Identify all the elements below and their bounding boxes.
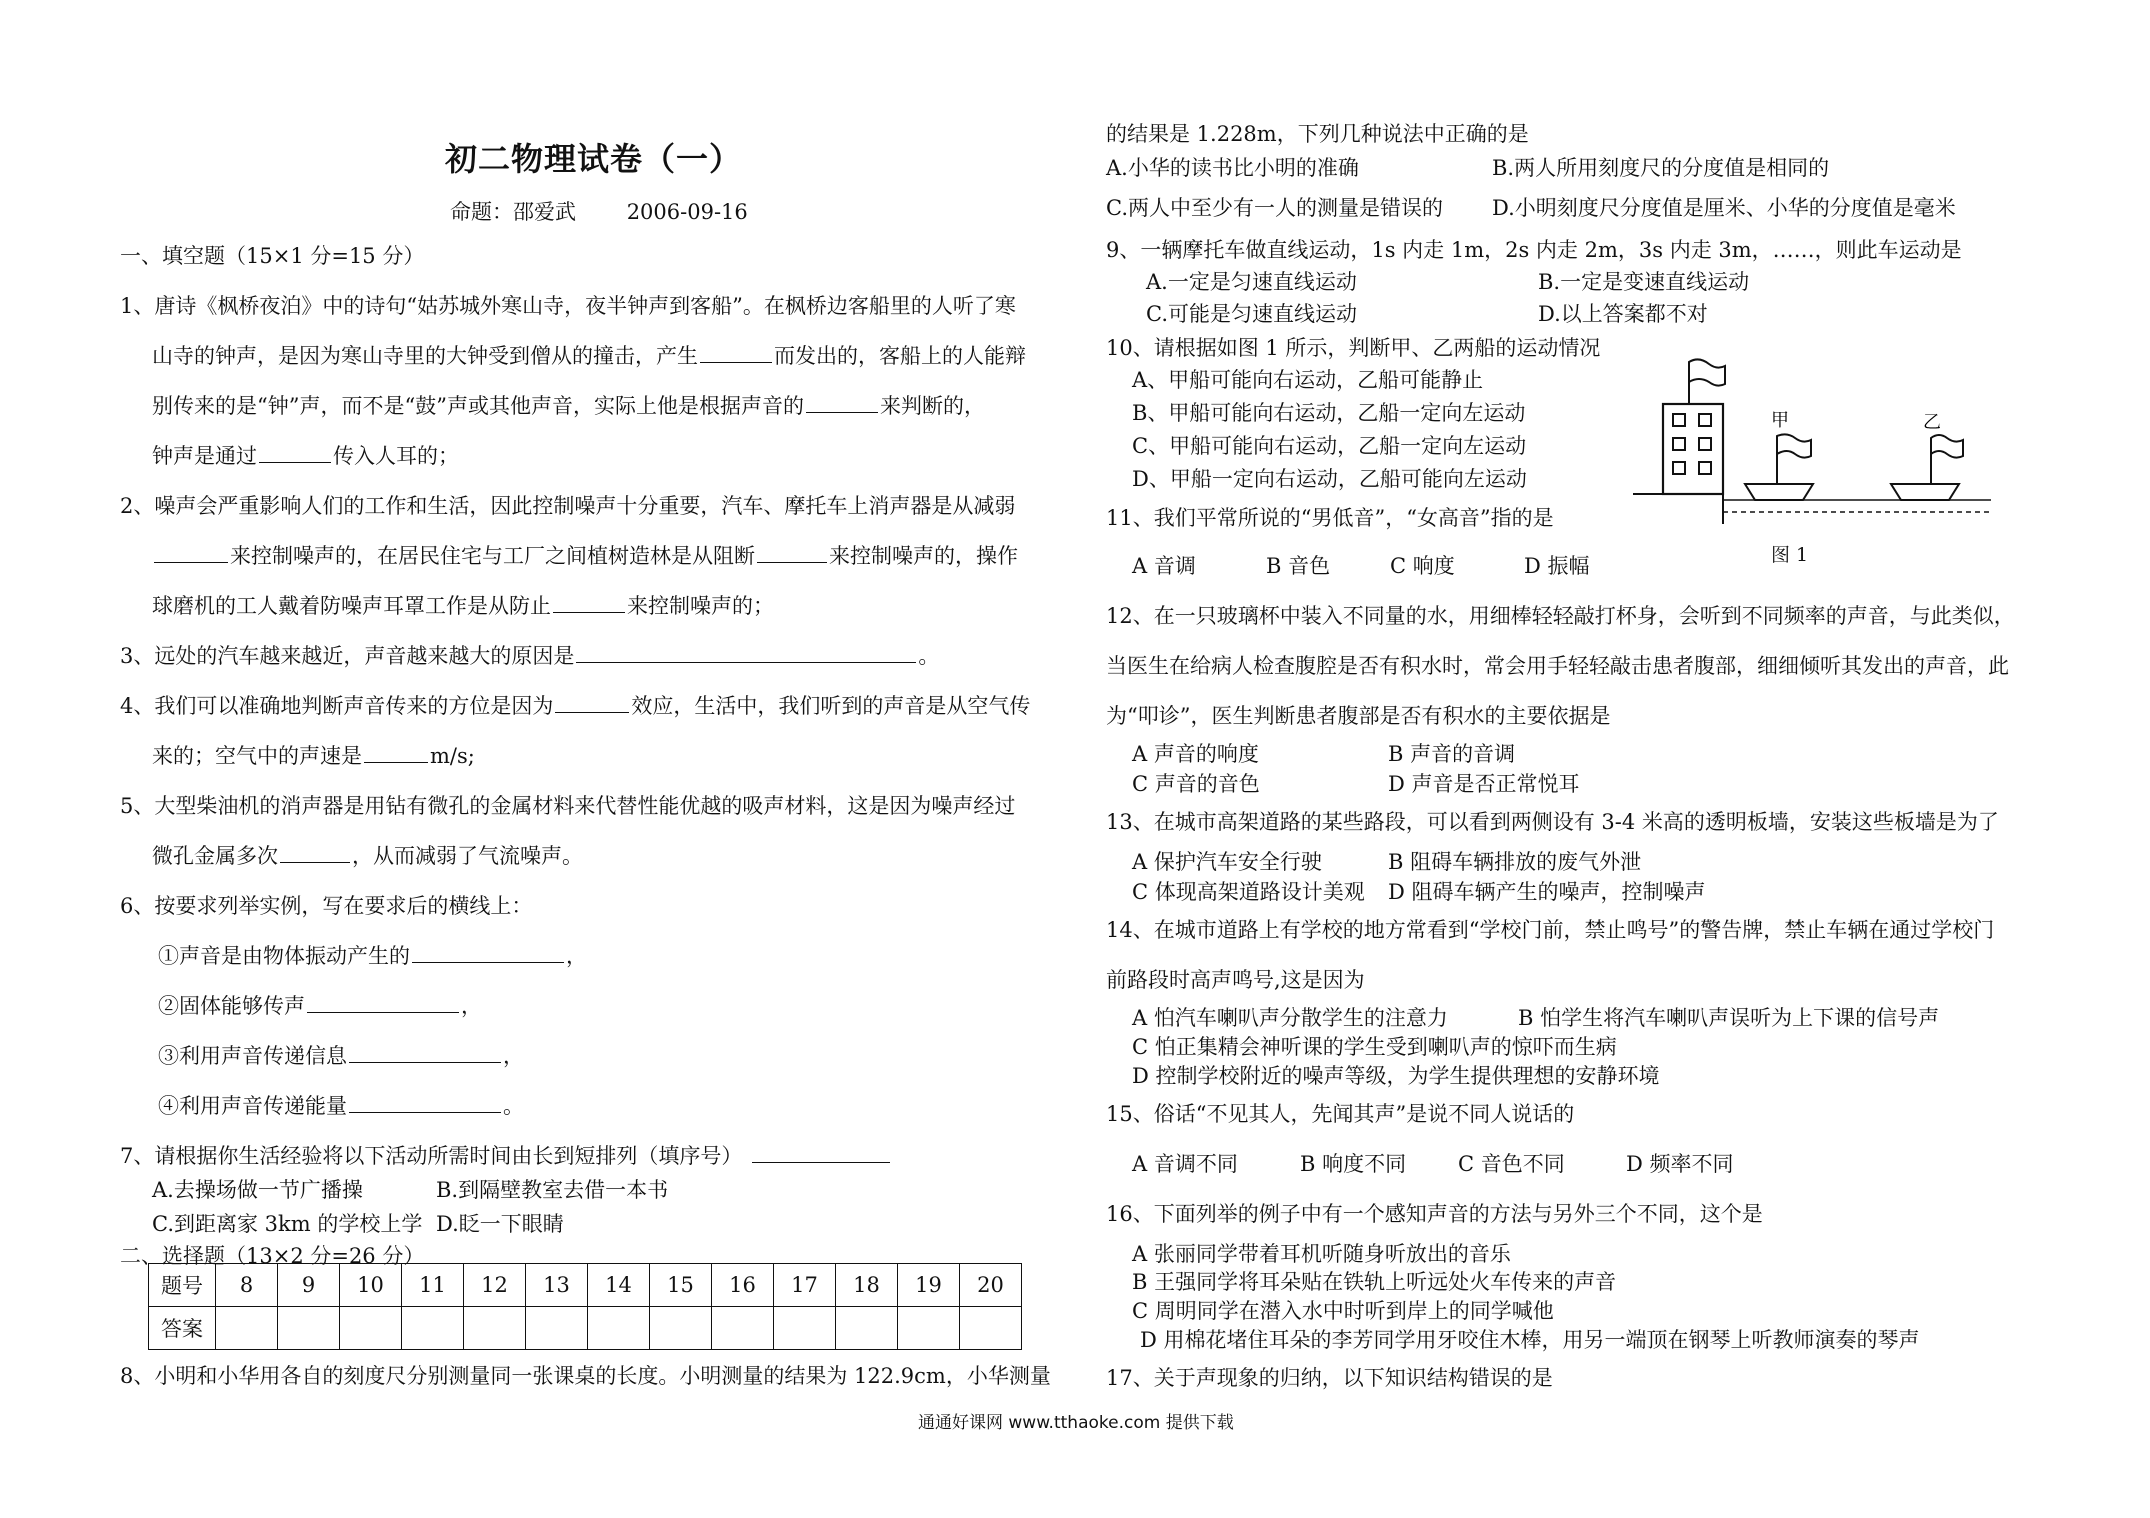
answer-cell[interactable] <box>526 1307 588 1350</box>
table-header-cell: 答案 <box>149 1307 216 1350</box>
section-heading-choice: 二、选择题（13×2 分=26 分） <box>120 1244 425 1268</box>
section-heading-fill: 一、填空题（15×1 分=15 分） <box>120 244 425 268</box>
answer-cell[interactable] <box>898 1307 960 1350</box>
answer-cell[interactable] <box>774 1307 836 1350</box>
answer-blank[interactable] <box>555 692 629 713</box>
q11: 11、我们平常所说的“男低音”，“女高音”指的是 <box>1106 506 1554 530</box>
question-number-cell: 16 <box>712 1264 774 1307</box>
table-header-cell: 题号 <box>149 1264 216 1307</box>
q12-options-row2: C 声音的音色 D 声音是否正常悦耳 <box>1132 772 1580 796</box>
answer-blank[interactable] <box>412 942 564 963</box>
question-number-cell: 13 <box>526 1264 588 1307</box>
author: 命题：邵爱武 <box>450 200 576 224</box>
q13-options-row2: C 体现高架道路设计美观 D 阻碍车辆产生的噪声，控制噪声 <box>1132 880 1706 904</box>
table-row-numbers <box>149 1264 1022 1307</box>
q16-option-b: B 王强同学将耳朵贴在铁轨上听远处火车传来的声音 <box>1132 1270 1617 1294</box>
q5-line1: 5、大型柴油机的消声器是用钻有微孔的金属材料来代替性能优越的吸声材料，这是因为噪声经过 <box>120 794 1016 818</box>
page-title: 初二物理试卷（一） <box>445 140 743 178</box>
answer-blank[interactable] <box>154 542 228 563</box>
answer-cell[interactable] <box>836 1307 898 1350</box>
question-number-cell: 20 <box>960 1264 1022 1307</box>
question-number-cell: 15 <box>650 1264 712 1307</box>
boat-yi-label: 乙 <box>1923 412 1941 433</box>
q1-line3: 别传来的是“钟”声，而不是“鼓”声或其他声音，实际上他是根据声音的 来判断的， <box>152 394 985 418</box>
q10-option-c: C、甲船可能向右运动，乙船一定向左运动 <box>1132 434 1527 458</box>
q13-options-row1: A 保护汽车安全行驶 B 阻碍车辆排放的废气外泄 <box>1132 850 1642 874</box>
q7-opts1: A.去操场做一节广播操 B.到隔壁教室去借一本书 <box>152 1178 669 1202</box>
answer-cell[interactable] <box>402 1307 464 1350</box>
q4-line1: 4、我们可以准确地判断声音传来的方位是因为 效应，生活中，我们听到的声音是从空气传 <box>120 694 1031 718</box>
question-number-cell: 19 <box>898 1264 960 1307</box>
answer-blank[interactable] <box>364 742 428 763</box>
q12-line1: 12、在一只玻璃杯中装入不同量的水，用细棒轻轻敲打杯身，会听到不同频率的声音，与此类似， <box>1106 604 2015 628</box>
answer-blank[interactable] <box>700 342 772 363</box>
q14-line1: 14、在城市道路上有学校的地方常看到“学校门前，禁止鸣号”的警告牌，禁止车辆在通过学校门 <box>1106 918 1995 942</box>
boat-yi <box>1891 484 1959 500</box>
shore <box>1633 494 1723 524</box>
q2-line3: 球磨机的工人戴着防噪声耳罩工作是从防止 来控制噪声的； <box>152 594 774 618</box>
footer-credit: 通通好课网 www.tthaoke.com 提供下载 <box>918 1413 1234 1433</box>
q6-item3: ③利用声音传递信息 ， <box>158 1044 524 1068</box>
answer-cell[interactable] <box>464 1307 526 1350</box>
boat-jia-label: 甲 <box>1771 410 1789 431</box>
answer-blank[interactable] <box>752 1142 890 1163</box>
answer-cell[interactable] <box>960 1307 1022 1350</box>
building-flag <box>1689 359 1725 385</box>
q1-line1: 1、唐诗《枫桥夜泊》中的诗句“姑苏城外寒山寺，夜半钟声到客船”。在枫桥边客船里的人听了寒 <box>120 294 1016 318</box>
q6-item4: ④利用声音传递能量 。 <box>158 1094 524 1118</box>
question-number-cell: 10 <box>340 1264 402 1307</box>
q14-option-d: D 控制学校附近的噪声等级，为学生提供理想的安静环境 <box>1132 1064 1660 1088</box>
q15: 15、俗话“不见其人，先闻其声”是说不同人说话的 <box>1106 1102 1575 1126</box>
q9-options-row2: C.可能是匀速直线运动 D.以上答案都不对 <box>1146 302 1708 326</box>
answer-blank[interactable] <box>307 992 459 1013</box>
q12-line2: 当医生在给病人检查腹腔是否有积水时，常会用手轻轻敲击患者腹部，细细倾听其发出的声音，此 <box>1106 654 2009 678</box>
q10-option-d: D、甲船一定向右运动，乙船可能向左运动 <box>1132 467 1527 491</box>
question-number-cell: 18 <box>836 1264 898 1307</box>
boat-jia <box>1745 484 1813 500</box>
answer-blank[interactable] <box>259 442 331 463</box>
q12-options-row1: A 声音的响度 B 声音的音调 <box>1132 742 1516 766</box>
q2-line1: 2、噪声会严重影响人们的工作和生活，因此控制噪声十分重要，汽车、摩托车上消声器是从减弱 <box>120 494 1016 518</box>
answer-blank[interactable] <box>806 392 878 413</box>
answer-cell[interactable] <box>712 1307 774 1350</box>
answer-blank[interactable] <box>280 842 350 863</box>
answer-blank[interactable] <box>757 542 827 563</box>
boat-yi-flag <box>1931 435 1963 458</box>
q1-line4: 钟声是通过 传入人耳的； <box>152 444 459 468</box>
question-number-cell: 17 <box>774 1264 836 1307</box>
answer-blank[interactable] <box>349 1042 501 1063</box>
figure-1-diagram <box>1633 352 1993 532</box>
boat-jia-flag <box>1777 434 1811 457</box>
question-number-cell: 14 <box>588 1264 650 1307</box>
q8-options-row1: A.小华的读书比小明的准确 B.两人所用刻度尺的分度值是相同的 <box>1106 156 1830 180</box>
answer-cell[interactable] <box>340 1307 402 1350</box>
subtitle <box>450 196 792 226</box>
q16-option-c: C 周明同学在潜入水中时听到岸上的同学喊他 <box>1132 1299 1554 1323</box>
question-number-cell: 12 <box>464 1264 526 1307</box>
answer-cell[interactable] <box>216 1307 278 1350</box>
figure-caption: 图 1 <box>1771 544 1809 566</box>
q10: 10、请根据如图 1 所示，判断甲、乙两船的运动情况 <box>1106 336 1601 360</box>
q8-options-row2: C.两人中至少有一人的测量是错误的 D.小明刻度尺分度值是厘米、小华的分度值是毫米 <box>1106 196 1956 220</box>
q16-option-a: A 张丽同学带着耳机听随身听放出的音乐 <box>1132 1242 1511 1266</box>
q16: 16、下面列举的例子中有一个感知声音的方法与另外三个不同，这个是 <box>1106 1202 1763 1226</box>
q14-options-row1: A 怕汽车喇叭声分散学生的注意力 B 怕学生将汽车喇叭声误听为上下课的信号声 <box>1132 1006 1940 1030</box>
q12-line3: 为“叩诊”，医生判断患者腹部是否有积水的主要依据是 <box>1106 704 1611 728</box>
q14-line2: 前路段时高声鸣号,这是因为 <box>1106 968 1365 992</box>
table-row-answers <box>149 1307 1022 1350</box>
q2-line2: 来控制噪声的，在居民住宅与工厂之间植树造林是从阻断 来控制噪声的，操作 <box>152 542 1018 570</box>
question-number-cell: 9 <box>278 1264 340 1307</box>
q8-line2: 的结果是 1.228m，下列几种说法中正确的是 <box>1106 122 1529 146</box>
q9: 9、一辆摩托车做直线运动，1s 内走 1m，2s 内走 2m，3s 内走 3m，……，则此车运动是 <box>1106 238 1962 262</box>
q14-option-c: C 怕正集精会神听课的学生受到喇叭声的惊吓而生病 <box>1132 1035 1617 1059</box>
q6-item1: ①声音是由物体振动产生的 ， <box>158 944 587 968</box>
q3: 3、远处的汽车越来越近，声音越来越大的原因是 。 <box>120 644 940 668</box>
question-number-cell: 11 <box>402 1264 464 1307</box>
q7-line1: 7、请根据你生活经验将以下活动所需时间由长到短排列（填序号） <box>120 1142 892 1170</box>
q17: 17、关于声现象的归纳，以下知识结构错误的是 <box>1106 1366 1553 1390</box>
q6-item2: ②固体能够传声 ， <box>158 994 482 1018</box>
building-windows <box>1673 414 1711 474</box>
q6-line1: 6、按要求列举实例，写在要求后的横线上： <box>120 894 533 918</box>
answer-table <box>148 1263 1022 1350</box>
answer-cell[interactable] <box>588 1307 650 1350</box>
q11-options: A 音调 B 音色 C 响度 D 振幅 <box>1132 554 1590 578</box>
answer-blank[interactable] <box>553 592 625 613</box>
q7-opts2: C.到距离家 3km 的学校上学 D.眨一下眼睛 <box>152 1212 564 1236</box>
q1-line2: 山寺的钟声，是因为寒山寺里的大钟受到僧从的撞击，产生 而发出的，客船上的人能辩 <box>152 344 1026 368</box>
q8-line1: 8、小明和小华用各自的刻度尺分别测量同一张课桌的长度。小明测量的结果为 122.9cm，小华测量 <box>120 1364 1051 1388</box>
q10-option-b: B、甲船可能向右运动，乙船一定向左运动 <box>1132 401 1526 425</box>
question-number-cell: 8 <box>216 1264 278 1307</box>
q4-line2: 来的；空气中的声速是 m/s; <box>152 744 475 768</box>
q5-line2: 微孔金属多次 ，从而减弱了气流噪声。 <box>152 844 583 868</box>
q13: 13、在城市高架道路的某些路段，可以看到两侧设有 3-4 米高的透明板墙，安装这些板墙是为了 <box>1106 810 1999 834</box>
q15-options: A 音调不同 B 响度不同 C 音色不同 D 频率不同 <box>1132 1152 1734 1176</box>
answer-blank[interactable] <box>576 642 916 663</box>
date: 2006-09-16 <box>626 200 748 224</box>
answer-blank[interactable] <box>349 1092 501 1113</box>
q9-options-row1: A.一定是匀速直线运动 B.一定是变速直线运动 <box>1146 270 1750 294</box>
q10-option-a: A、甲船可能向右运动，乙船可能静止 <box>1132 368 1484 392</box>
answer-cell[interactable] <box>650 1307 712 1350</box>
q16-option-d: D 用棉花堵住耳朵的李芳同学用牙咬住木棒，用另一端顶在钢琴上听教师演奏的琴声 <box>1140 1328 1920 1352</box>
answer-cell[interactable] <box>278 1307 340 1350</box>
